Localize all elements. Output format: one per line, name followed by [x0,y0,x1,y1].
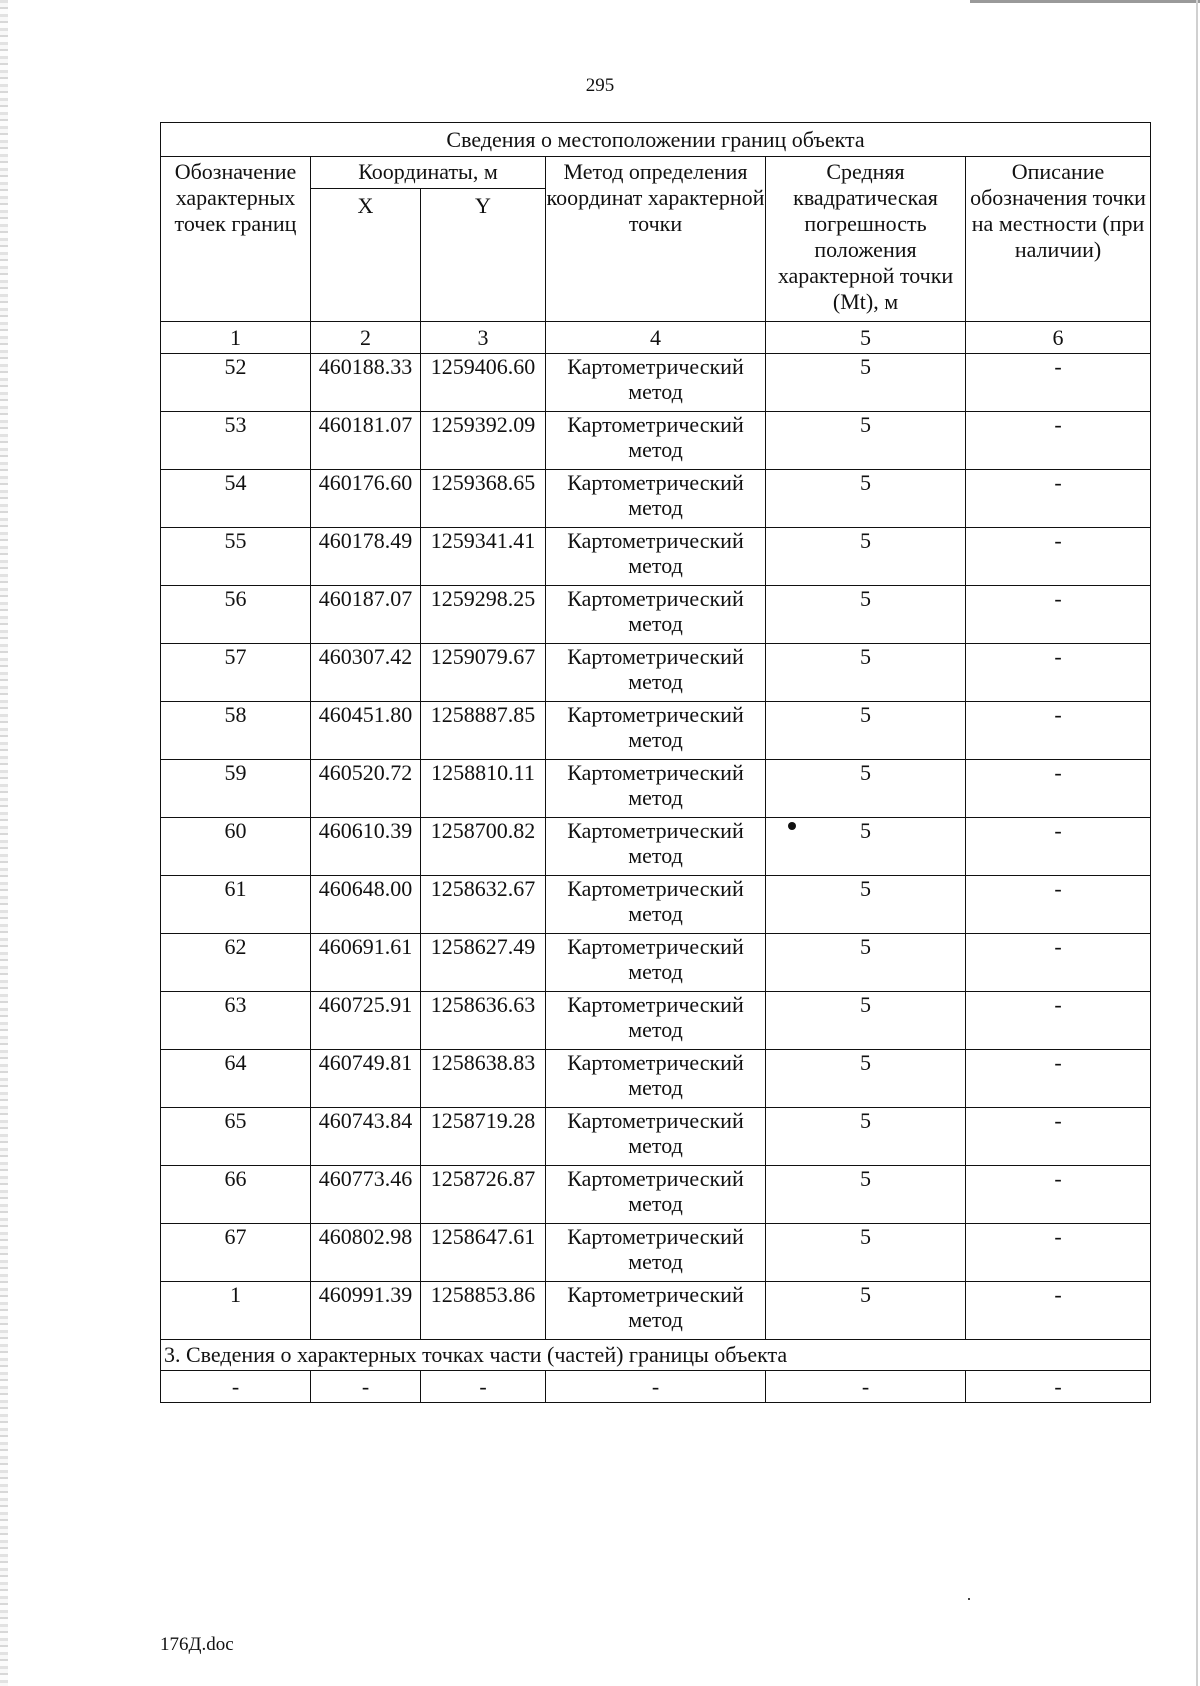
cell-y: 1258810.11 [421,760,546,818]
cell-x: 460451.80 [311,702,421,760]
cell-y: 1258719.28 [421,1108,546,1166]
column-number: 1 [161,322,311,354]
scan-dot-mark [788,822,796,830]
cell-point: 67 [161,1224,311,1282]
table-row [161,528,1151,586]
cell-x: 460178.49 [311,528,421,586]
cell-x: 460648.00 [311,876,421,934]
section3-cell: - [161,1371,311,1403]
cell-x: 460802.98 [311,1224,421,1282]
cell-point: 64 [161,1050,311,1108]
scan-edge-left [0,0,8,1686]
header-error: Средняя квадратическая погрешность положения характерной точки (Mt), м [766,157,966,322]
cell-description: - [966,644,1151,702]
cell-description: - [966,470,1151,528]
cell-method: Картометрический метод [546,1050,766,1108]
cell-description: - [966,1108,1151,1166]
cell-method: Картометрический метод [546,818,766,876]
cell-x: 460610.39 [311,818,421,876]
cell-y: 1259341.41 [421,528,546,586]
header-method: Метод определения координат характерной точки [546,157,766,322]
cell-y: 1258627.49 [421,934,546,992]
cell-point: 53 [161,412,311,470]
cell-point: 59 [161,760,311,818]
cell-method: Картометрический метод [546,586,766,644]
column-numbers-row [161,322,1151,354]
cell-description: - [966,934,1151,992]
section3-cell: - [966,1371,1151,1403]
cell-description: - [966,1050,1151,1108]
section3-title: 3. Сведения о характерных точках части (частей) границы объекта [161,1340,1151,1371]
cell-point: 60 [161,818,311,876]
header-description: Описание обозначения точки на местности (при наличии) [966,157,1151,322]
table-row [161,760,1151,818]
column-number: 3 [421,322,546,354]
cell-description: - [966,818,1151,876]
footer-filename: 176Д.doc [160,1634,234,1655]
cell-description: - [966,528,1151,586]
table-row [161,934,1151,992]
cell-point: 63 [161,992,311,1050]
table-row [161,586,1151,644]
table-row [161,412,1151,470]
section3-cell: - [311,1371,421,1403]
cell-method: Картометрический метод [546,934,766,992]
cell-x: 460691.61 [311,934,421,992]
cell-mt: 5 [766,1224,966,1282]
table-title-row [161,123,1151,157]
cell-mt: 5 [766,354,966,412]
cell-description: - [966,760,1151,818]
cell-description: - [966,876,1151,934]
cell-description: - [966,1166,1151,1224]
cell-x: 460181.07 [311,412,421,470]
cell-y: 1258700.82 [421,818,546,876]
cell-mt: 5 [766,1108,966,1166]
cell-y: 1259298.25 [421,586,546,644]
table-title: Сведения о местоположении границ объекта [161,123,1151,157]
cell-point: 66 [161,1166,311,1224]
cell-description: - [966,586,1151,644]
cell-y: 1259079.67 [421,644,546,702]
header-coordinates: Координаты, м [311,157,546,189]
cell-x: 460749.81 [311,1050,421,1108]
cell-mt: 5 [766,876,966,934]
cell-x: 460773.46 [311,1166,421,1224]
header-x: X [311,189,421,322]
cell-mt: 5 [766,934,966,992]
cell-x: 460188.33 [311,354,421,412]
cell-point: 56 [161,586,311,644]
section3-cell: - [766,1371,966,1403]
cell-method: Картометрический метод [546,876,766,934]
cell-point: 61 [161,876,311,934]
cell-x: 460187.07 [311,586,421,644]
cell-y: 1259368.65 [421,470,546,528]
section3-cell: - [546,1371,766,1403]
cell-mt: 5 [766,412,966,470]
cell-method: Картометрический метод [546,528,766,586]
cell-mt: 5 [766,470,966,528]
cell-y: 1258636.63 [421,992,546,1050]
cell-y: 1259392.09 [421,412,546,470]
cell-y: 1258887.85 [421,702,546,760]
cell-x: 460176.60 [311,470,421,528]
column-number: 2 [311,322,421,354]
cell-point: 52 [161,354,311,412]
cell-description: - [966,992,1151,1050]
table-row [161,992,1151,1050]
cell-y: 1258638.83 [421,1050,546,1108]
section3-title-row [161,1340,1151,1371]
cell-description: - [966,1282,1151,1340]
header-y: Y [421,189,546,322]
column-number: 6 [966,322,1151,354]
cell-mt: 5 [766,702,966,760]
table-row [161,876,1151,934]
cell-y: 1259406.60 [421,354,546,412]
cell-mt: 5 [766,586,966,644]
cell-method: Картометрический метод [546,702,766,760]
cell-mt: 5 [766,528,966,586]
cell-y: 1258647.61 [421,1224,546,1282]
column-number: 5 [766,322,966,354]
table-row [161,644,1151,702]
cell-description: - [966,1224,1151,1282]
cell-mt: 5 [766,1282,966,1340]
cell-description: - [966,412,1151,470]
section3-cell: - [421,1371,546,1403]
boundary-coordinates-table [160,122,1151,1403]
cell-y: 1258853.86 [421,1282,546,1340]
cell-mt: 5 [766,992,966,1050]
scan-edge-top [970,0,1200,3]
cell-method: Картометрический метод [546,644,766,702]
header-designation: Обозначение характерных точек границ [161,157,311,322]
cell-point: 62 [161,934,311,992]
cell-x: 460725.91 [311,992,421,1050]
cell-x: 460743.84 [311,1108,421,1166]
cell-y: 1258632.67 [421,876,546,934]
page-number: 295 [585,75,615,96]
cell-mt: 5 [766,644,966,702]
table-row [161,354,1151,412]
cell-point: 55 [161,528,311,586]
cell-mt: 5 [766,1050,966,1108]
cell-method: Картометрический метод [546,412,766,470]
cell-method: Картометрический метод [546,992,766,1050]
table-row [161,1108,1151,1166]
cell-point: 65 [161,1108,311,1166]
section3-row [161,1371,1151,1403]
cell-method: Картометрический метод [546,354,766,412]
cell-mt: 5 [766,818,966,876]
cell-x: 460307.42 [311,644,421,702]
scan-speck [968,1598,970,1600]
cell-description: - [966,354,1151,412]
table-row [161,702,1151,760]
table-row [161,1050,1151,1108]
cell-method: Картометрический метод [546,760,766,818]
cell-y: 1258726.87 [421,1166,546,1224]
column-number: 4 [546,322,766,354]
cell-x: 460991.39 [311,1282,421,1340]
cell-method: Картометрический метод [546,1108,766,1166]
cell-method: Картометрический метод [546,1224,766,1282]
cell-point: 57 [161,644,311,702]
table-row [161,470,1151,528]
cell-point: 1 [161,1282,311,1340]
cell-description: - [966,702,1151,760]
table-row [161,1224,1151,1282]
cell-method: Картометрический метод [546,1166,766,1224]
cell-point: 58 [161,702,311,760]
table-row [161,1166,1151,1224]
cell-method: Картометрический метод [546,470,766,528]
header-row [161,157,1151,189]
cell-point: 54 [161,470,311,528]
table-row [161,818,1151,876]
scan-edge-right [1196,0,1198,1686]
cell-x: 460520.72 [311,760,421,818]
cell-mt: 5 [766,1166,966,1224]
cell-mt: 5 [766,760,966,818]
table-row [161,1282,1151,1340]
cell-method: Картометрический метод [546,1282,766,1340]
